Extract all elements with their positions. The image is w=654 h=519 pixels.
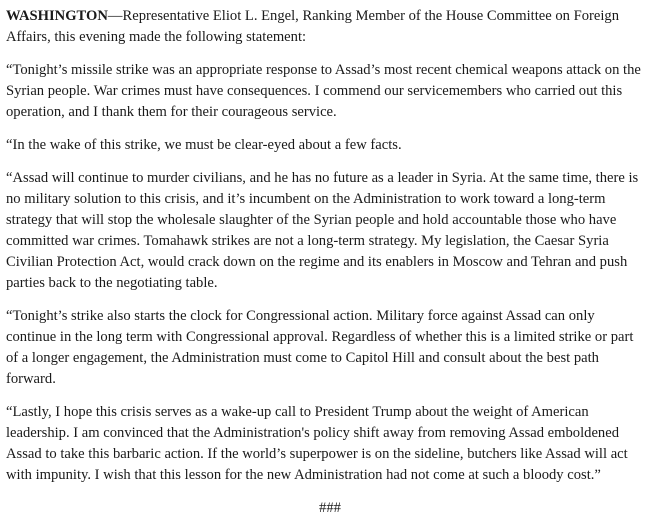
paragraph-assad-civilians: “Assad will continue to murder civilians, and he has no future as a leader in Syria. At the same time, there is no military solution to this crisis, and it’s incumbent on the Administration to work toward a long-term strategy that will stop the wholesale slaughter of the Syrian people and hold accountable those who have committed war crimes. Tomahawk strikes are not a long-term strategy. My legislation, the Caesar Syria Civilian Protection Act, would crack down on the regime and its enablers in Moscow and Tehran and push parties back to the negotiating table. <box>6 170 639 291</box>
paragraph-lastly: “Lastly, I hope this crisis serves as a wake-up call to President Trump about the weight of American leadership. I am convinced that the Administration's policy shift away from removing Assad emboldened Assad to take this barbaric action. If the world’s superpower is on the sideline, butchers like Assad will act with impunity. I wish that this lesson for the new Administration had not come at such a bloody cost.” <box>6 404 628 483</box>
press-statement <box>6 6 648 519</box>
dateline: WASHINGTON <box>6 8 108 24</box>
paragraph-congressional-action: “Tonight’s strike also starts the clock for Congressional action. Military force against Assad can only continue in the long term with Congressional approval. Regardless of whether this is a limited strike or part of a longer engagement, the Administration must come to Capitol Hill and consult about the best path forward. <box>6 308 634 387</box>
intro-text: —Representative Eliot L. Engel, Ranking Member of the House Committee on Foreign Affairs, this evening made the following statement: <box>6 8 620 45</box>
end-mark: ### <box>319 500 341 516</box>
paragraph-clear-eyed: “In the wake of this strike, we must be clear-eyed about a few facts. <box>6 137 402 153</box>
intro-paragraph <box>6 6 648 48</box>
paragraph-missile-strike: “Tonight’s missile strike was an appropriate response to Assad’s most recent chemical weapons attack on the Syrian people. War crimes must have consequences. I commend our servicemembers who carried out this operation, and I thank them for their courageous service. <box>6 62 641 120</box>
